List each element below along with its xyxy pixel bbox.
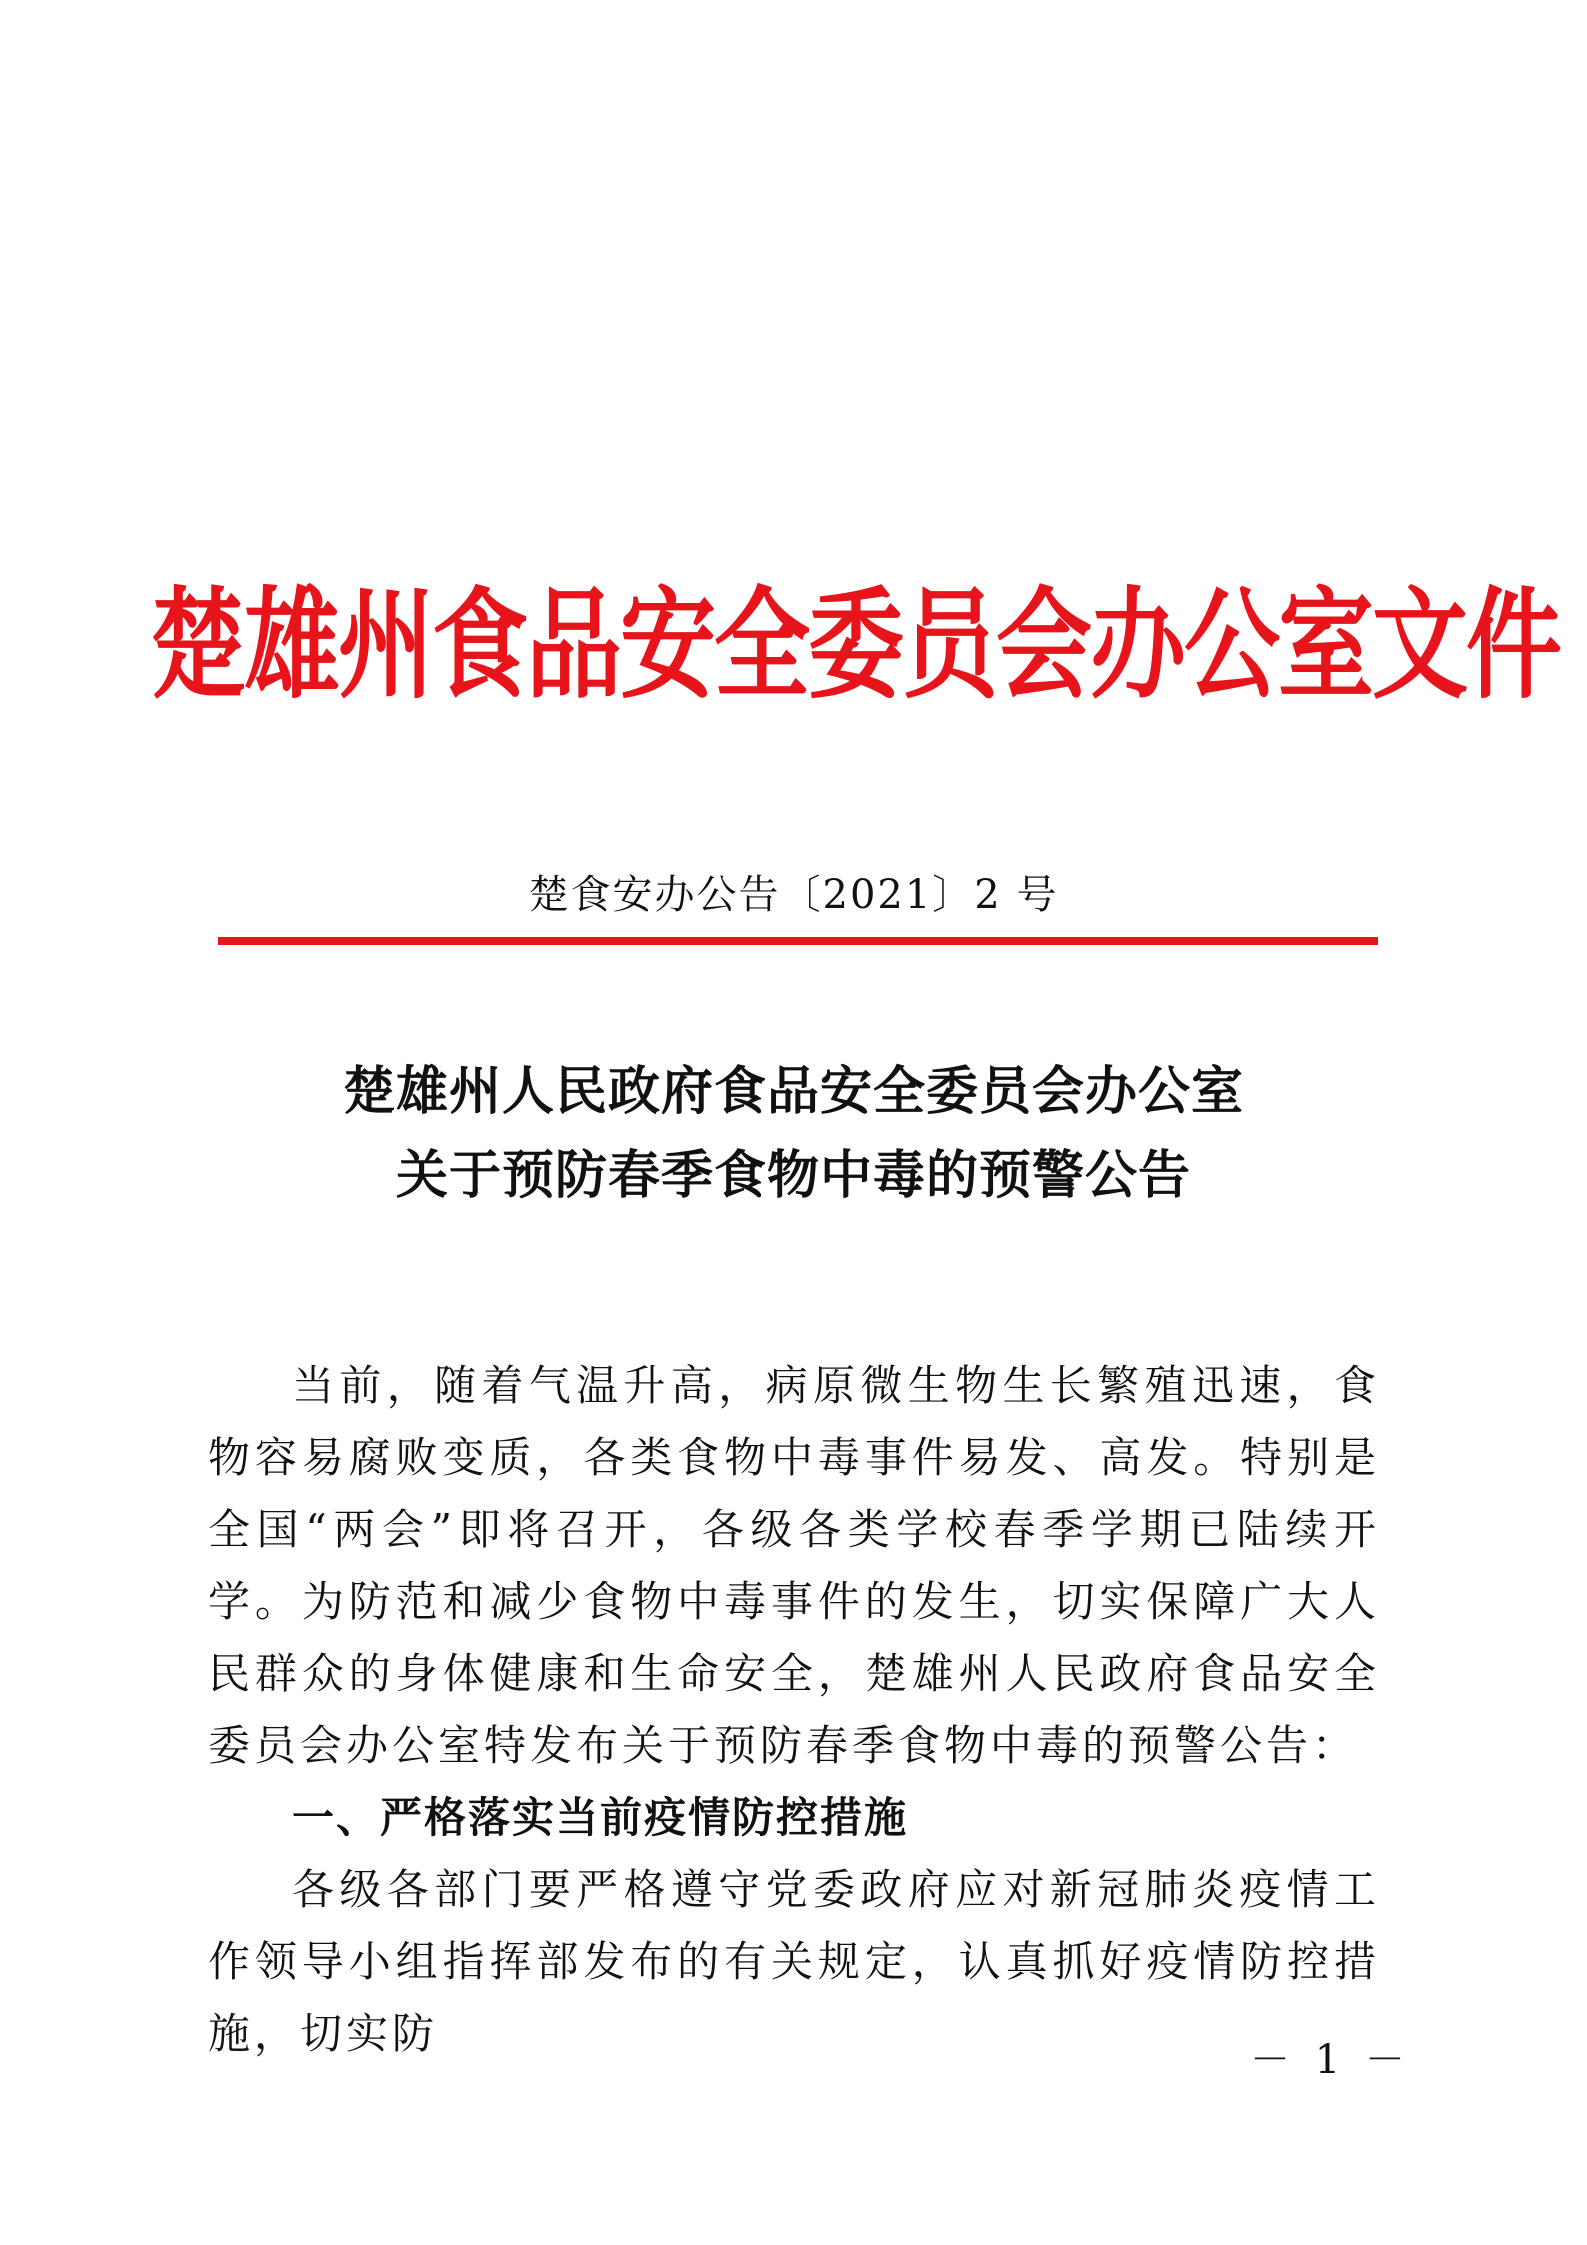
body-paragraph-1: 当前，随着气温升高，病原微生物生长繁殖迅速，食物容易腐败变质，各类食物中毒事件易发、高发。特别是全国“两会”即将召开，各级各类学校春季学期已陆续开学。为防范和减少食物中毒事件的发生，切实保障广大人民群众的身体健康和生命安全，楚雄州人民政府食品安全委员会办公室特发布关于预防春季食物中毒的预警公告： bbox=[208, 1361, 1380, 1770]
title-line-1: 楚雄州人民政府食品安全委员会办公室 bbox=[342, 1061, 1244, 1122]
section-heading-1: 一、严格落实当前疫情防控措施 bbox=[292, 1793, 909, 1842]
document-body bbox=[208, 1350, 1380, 2070]
red-header-title: 楚雄州食品安全委员会办公室文件 bbox=[150, 575, 1560, 715]
title-line-2: 关于预防春季食物中毒的预警公告 bbox=[395, 1145, 1191, 1206]
document-number: 楚食安办公告〔2021〕2 号 bbox=[528, 872, 1059, 918]
page-number: － 1 － bbox=[1250, 2037, 1411, 2083]
document-title bbox=[0, 1050, 1587, 1218]
body-paragraph-2: 各级各部门要严格遵守党委政府应对新冠肺炎疫情工作领导小组指挥部发布的有关规定，认真抓好疫情防控措施，切实防 bbox=[208, 1865, 1380, 2058]
red-divider-line bbox=[218, 937, 1378, 945]
